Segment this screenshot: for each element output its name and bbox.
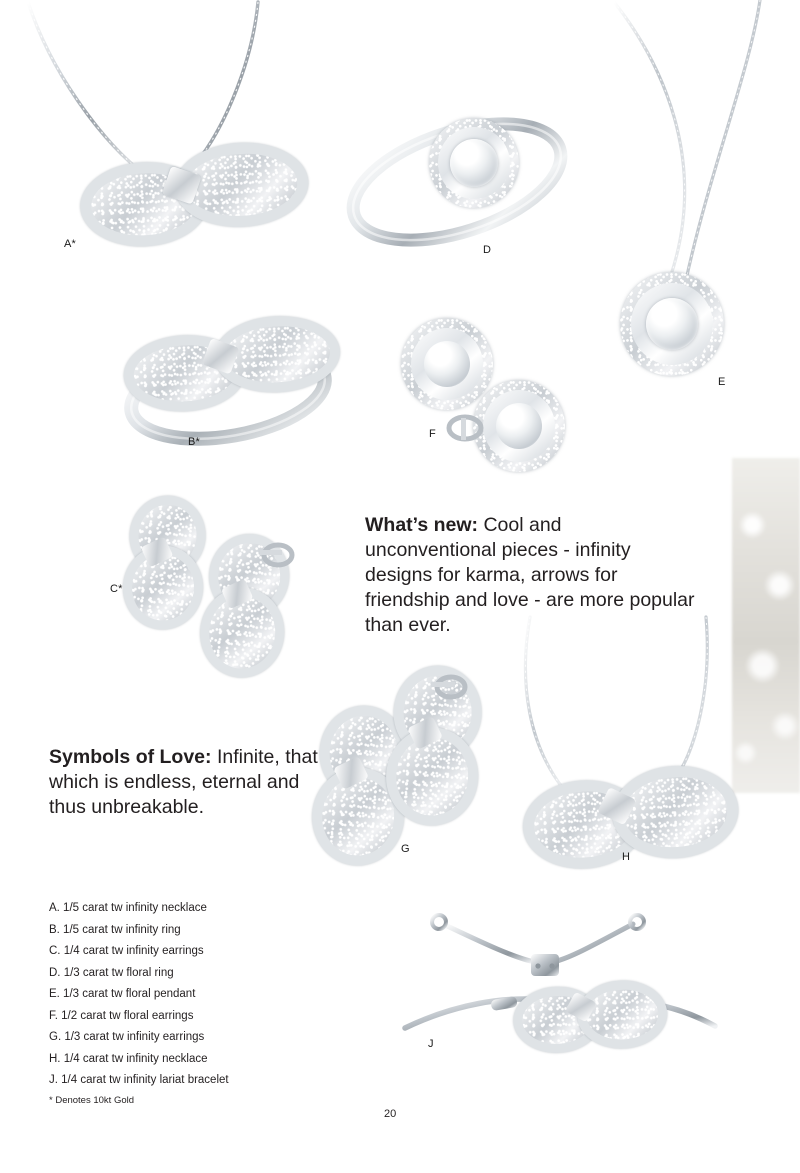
callout-symbols-body: Infinite, that which is endless, eternal and thus unbreakable. [49,746,318,818]
product-f-floral-earrings [395,318,585,478]
product-j-infinity-lariat-bracelet [395,900,725,1080]
product-d-floral-ring [335,110,595,265]
product-label-h: H [622,851,631,863]
floral-halo-e [620,272,724,376]
product-c-infinity-earrings [110,495,310,675]
floral-halo-d [429,118,519,208]
product-g-infinity-earrings [305,665,485,865]
product-label-a: A* [64,238,77,250]
product-label-f: F [429,428,436,440]
legend-item-d: D. 1/3 carat tw floral ring [49,966,174,979]
product-label-g: G [401,843,410,855]
callout-whats-new [365,513,695,638]
legend-item-e: E. 1/3 carat tw floral pendant [49,988,196,1000]
legend-item-b: B. 1/5 carat tw infinity ring [49,923,181,936]
earring-post-c-svg [110,495,310,675]
earring-post-g-svg [305,665,485,865]
product-b-infinity-ring [100,318,360,458]
callout-whats-new-body: Cool and unconventional pieces - infinity designs for karma, arrows for friendship and love - are more popular than ever. [365,514,695,636]
product-a-infinity-necklace [20,0,320,260]
legend-item-j: J. 1/4 carat tw infinity lariat bracelet [49,1074,229,1086]
product-h-infinity-necklace [500,615,750,875]
earring-post-f-svg [395,318,585,478]
product-label-c: C* [110,583,123,595]
legend-item-h: H. 1/4 carat tw infinity necklace [49,1052,208,1065]
product-label-j: J [428,1038,434,1050]
product-label-e: E [718,376,726,388]
legend-item-a: A. 1/5 carat tw infinity necklace [49,902,207,914]
legend-item-g: G. 1/3 carat tw infinity earrings [49,1031,205,1043]
infinity-center-j [512,980,650,1041]
page-number: 20 [384,1108,397,1120]
callout-whats-new-lead: What’s new: [365,514,479,536]
product-legend-list [49,898,379,1092]
legend-item-c: C. 1/4 carat tw infinity earrings [49,945,204,957]
legend-footnote: * Denotes 10kt Gold [49,1095,135,1106]
product-label-b: B* [188,436,201,448]
callout-symbols-lead: Symbols of Love: [49,746,212,768]
callout-symbols-of-love [49,745,319,820]
legend-item-f: F. 1/2 carat tw floral earrings [49,1009,194,1022]
product-e-floral-pendant [600,0,800,400]
infinity-pendant-h [520,763,719,854]
product-label-d: D [483,244,492,256]
